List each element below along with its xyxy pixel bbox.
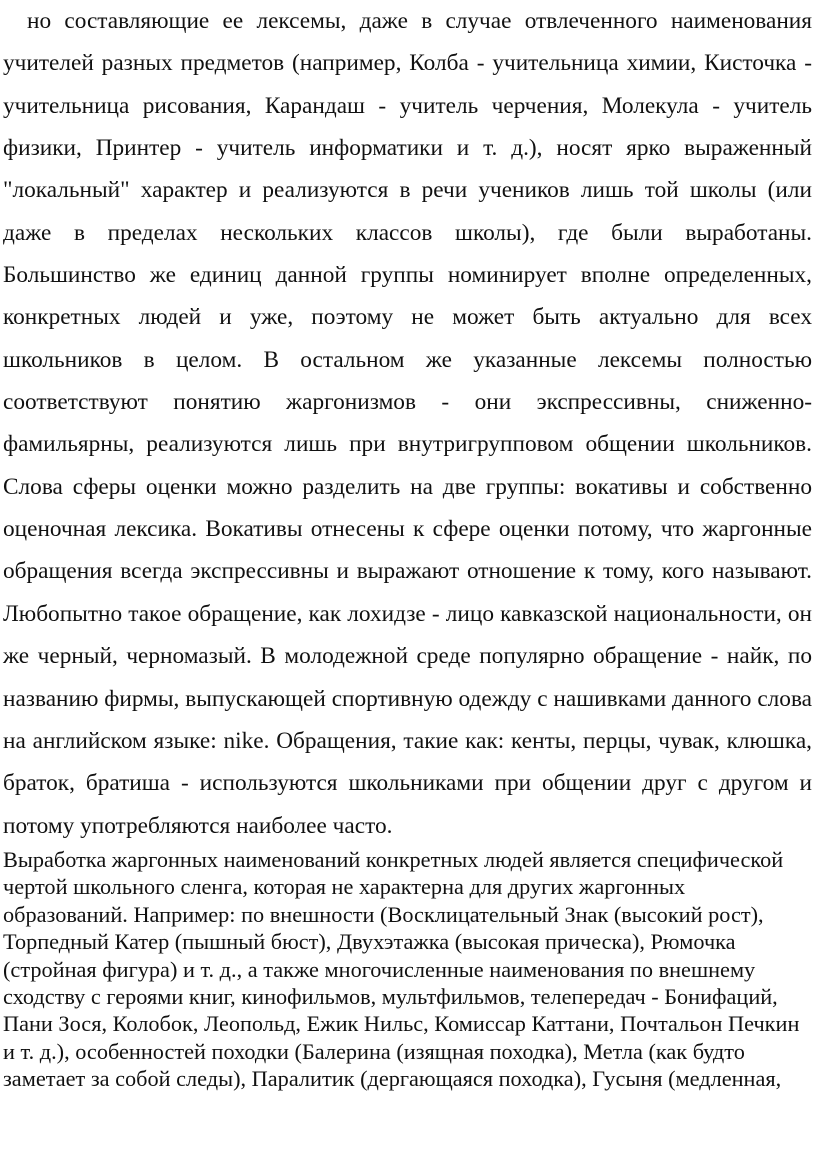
paragraph-plain: Выработка жаргонных наименований конкретных людей является специфической чертой школьного сленга, которая не характерна для других жаргонных образований. Например: по внешности (Восклицательный Знак (высокий рост), Торпедный Катер (пышный бюст), Двухэтажка (высокая прическа), Рюмочка (стройная фигура) и т. д., а также многочисленные наименования по внешнему сходству с героями книг, кинофильмов, мультфильмов, телепередач - Бонифаций, Пани Зося, Колобок, Леопольд, Ежик Нильс, Комиссар Каттани, Почтальон Печкин и т. д.), особенностей походки (Балерина (изящная походка), Метла (как будто заметает за собой следы), Паралитик (дергающаяся походка), Гусыня (медленная, [3,847,800,1092]
paragraph-justified: но составляющие ее лексемы, даже в случае отвлеченного наименования учителей разных предметов (например, Колба - учительница химии, Кисточка - учительница рисования, Карандаш - учитель черчения, Молекула - учитель физики, Принтер - учитель информатики и т. д.), носят ярко выраженный "локальный" характер и реализуются в речи учеников лишь той школы (или даже в пределах нескольких классов школы), где были выработаны. Большинство же единиц данной группы номинирует вполне определенных, конкретных людей и уже, поэтому не может быть актуально для всех школьников в целом. В остальном же указанные лексемы полностью соответствуют понятию жаргонизмов - они экспрессивны, сниженно-фамильярны, реализуются лишь при внутригрупповом общении школьников. Слова сферы оценки можно разделить на две группы: вокативы и собственно оценочная лексика. Вокативы отнесены к сфере оценки потому, что жаргонные обращения всегда экспрессивны и выражают отношение к тому, кого называют. Любопытно такое обращение, как лохидзе - лицо кавказской национальности, он же черный, черномазый. В молодежной среде популярно обращение - найк, по названию фирмы, выпускающей спортивную одежду с нашивками данного слова на английском языке: nike. Обращения, такие как: кенты, перцы, чувак, клюшка, браток, братиша - используются школьниками при общении друг с другом и потому употребляются наиболее часто. [3,8,812,839]
